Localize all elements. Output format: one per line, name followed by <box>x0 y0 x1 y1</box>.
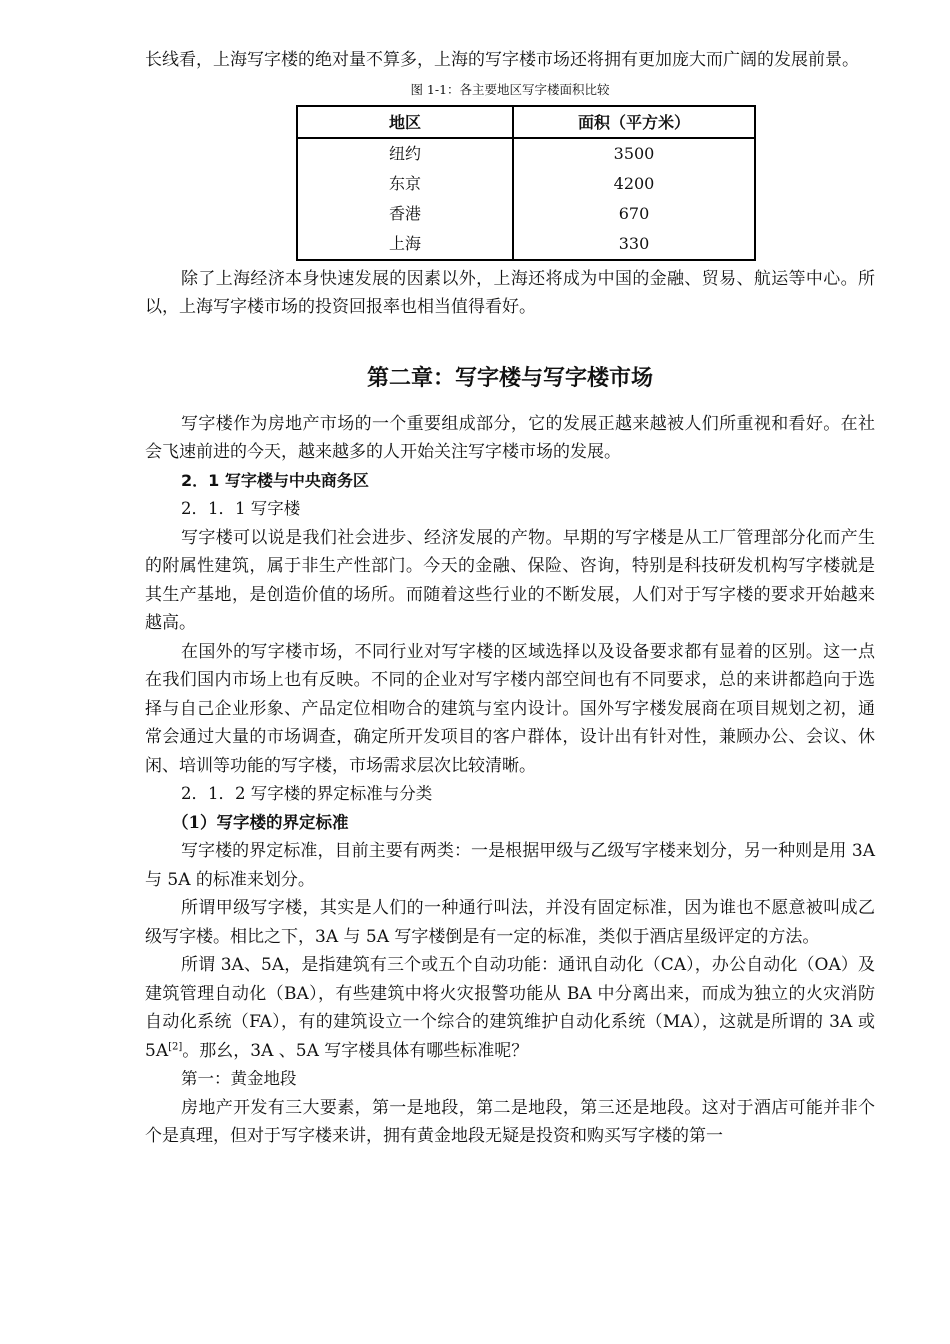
citation-reference: [2] <box>168 1040 183 1052</box>
paragraph-text: 。那幺，3A 、5A 写字楼具体有哪些标准呢？ <box>182 1040 529 1061</box>
table-cell-area: 4200 <box>613 173 655 193</box>
table-row <box>297 229 755 260</box>
section-heading-2-1: 2．1 写字楼与中央商务区 <box>181 470 369 490</box>
table-cell-region: 上海 <box>297 229 513 260</box>
body-paragraph: 写字楼可以说是我们社会进步、经济发展的产物。早期的写字楼是从工厂管理部分化而产生的附属性建筑，属于非生产性部门。今天的金融、保险、咨询，特别是科技研发机构写字楼就是其生产基地，是创造价值的场所。而随着这些行业的不断发展，人们对于写字楼的要求开始越来越高。 <box>145 527 875 633</box>
area-comparison-table <box>296 105 756 261</box>
after-table-paragraph: 除了上海经济本身快速发展的因素以外，上海还将成为中国的金融、贸易、航运等中心。所以，上海写字楼市场的投资回报率也相当值得看好。 <box>145 268 875 317</box>
subheading-standard: （1）写字楼的界定标准 <box>172 812 349 832</box>
body-paragraph: 在国外的写字楼市场，不同行业对写字楼的区域选择以及设备要求都有显着的区别。这一点在我们国内市场上也有反映。不同的企业对写字楼内部空间也有不同要求，总的来讲都趋向于选择与自己企业形象、产品定位相吻合的建筑与室内设计。国外写字楼发展商在项目规划之初，通常会通过大量的市场调查，确定所开发项目的客户群体，设计出有针对性，兼顾办公、会议、休闲、培训等功能的写字楼，市场需求层次比较清晰。 <box>145 641 875 776</box>
section-heading-2-1-1: 2．1．1 写字楼 <box>181 499 301 518</box>
body-paragraph: 所谓甲级写字楼，其实是人们的一种通行叫法，并没有固定标准，因为谁也不愿意被叫成乙级写字楼。相比之下，3A 与 5A 写字楼倒是有一定的标准，类似于酒店星级评定的方法。 <box>145 898 875 947</box>
chapter-intro-paragraph: 写字楼作为房地产市场的一个重要组成部分，它的发展正越来越被人们所重视和看好。在社会飞速前进的今天，越来越多的人开始关注写字楼市场的发展。 <box>145 413 875 462</box>
table-row <box>297 138 755 169</box>
table-row <box>297 169 755 199</box>
body-paragraph: 房地产开发有三大要素，第一是地段，第二是地段，第三还是地段。这对于酒店可能并非个个是真理，但对于写字楼来讲，拥有黄金地段无疑是投资和购买写字楼的第一 <box>145 1097 875 1146</box>
paragraph-text: 所谓 3A、5A，是指建筑有三个或五个自动功能：通讯自动化（CA），办公自动化（OA）及建筑管理自动化（BA），有些建筑中将火灾报警功能从 BA 中分离出来，而成为独立的火灾消防自动化系统（FA），有的建筑设立一个综合的建筑维护自动化系统（MA），这就是所谓的 3A 或 5A <box>145 955 875 1061</box>
table-cell-area: 3500 <box>613 143 655 163</box>
table-header-region: 地区 <box>297 106 513 138</box>
list-label-first: 第一：黄金地段 <box>181 1069 297 1088</box>
document-page <box>145 46 875 1151</box>
table-cell-region: 香港 <box>297 199 513 229</box>
body-paragraph: 写字楼的界定标准，目前主要有两类：一是根据甲级与乙级写字楼来划分，另一种则是用 3A 与 5A 的标准来划分。 <box>145 841 875 890</box>
section-heading-2-1-2: 2．1．2 写字楼的界定标准与分类 <box>181 784 433 803</box>
chapter-title: 第二章：写字楼与写字楼市场 <box>366 365 653 391</box>
table-cell-area: 670 <box>618 203 650 223</box>
table-row <box>297 199 755 229</box>
intro-paragraph: 长线看，上海写字楼的绝对量不算多，上海的写字楼市场还将拥有更加庞大而广阔的发展前景。 <box>145 50 859 70</box>
table-cell-area: 330 <box>618 233 650 253</box>
table-cell-region: 纽约 <box>297 138 513 169</box>
table-header-row <box>297 106 755 138</box>
figure-caption: 图 1-1：各主要地区写字楼面积比较 <box>410 81 610 97</box>
table-header-area: 面积（平方米） <box>513 106 755 138</box>
body-paragraph-3a-5a <box>145 951 875 1065</box>
table-cell-region: 东京 <box>297 169 513 199</box>
